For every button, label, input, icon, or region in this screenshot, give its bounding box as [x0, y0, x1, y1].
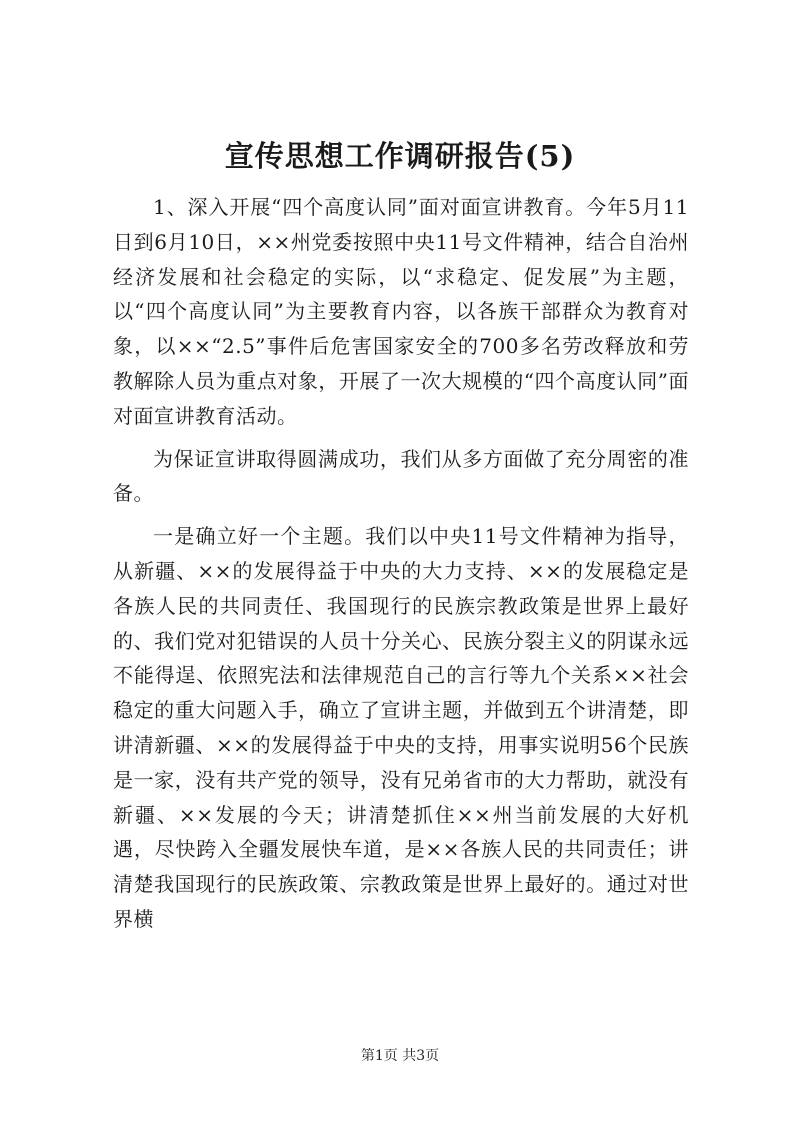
page-footer: 第1页 共3页: [360, 1048, 440, 1064]
paragraph-3: 一是确立好一个主题。我们以中央11号文件精神为指导，从新疆、××的发展得益于中央的大力支持、××的发展稳定是各族人民的共同责任、我国现行的民族宗教政策是世界上最好的、我们党对犯错误的人员十分关心、民族分裂主义的阴谋永远不能得逞、依照宪法和法律规范自己的言行等九个关系××社会稳定的重大问题入手，确立了宣讲主题，并做到五个讲清楚，即讲清新疆、××的发展得益于中央的支持，用事实说明56个民族是一家，没有共产党的领导，没有兄弟省市的大力帮助，就没有新疆、××发展的今天；讲清楚抓住××州当前发展的大好机遇，尽快跨入全疆发展快车道，是××各族人民的共同责任；讲清楚我国现行的民族政策、宗教政策是世界上最好的。通过对世界横: [113, 524, 689, 931]
document-title: 宣传思想工作调研报告(5): [224, 139, 576, 173]
document-body: [113, 190, 689, 945]
paragraph-1: 1、深入开展“四个高度认同”面对面宣讲教育。今年5月11日到6月10日，××州党委按照中央11号文件精神，结合自治州经济发展和社会稳定的实际，以“求稳定、促发展”为主题，以“四个高度认同”为主要教育内容，以各族干部群众为教育对象，以××“2.5”事件后危害国家安全的700多名劳改释放和劳教解除人员为重点对象，开展了一次大规模的“四个高度认同”面对面宣讲教育活动。: [113, 195, 689, 428]
paragraph-2: 为保证宣讲取得圆满成功，我们从多方面做了充分周密的准备。: [113, 446, 689, 506]
